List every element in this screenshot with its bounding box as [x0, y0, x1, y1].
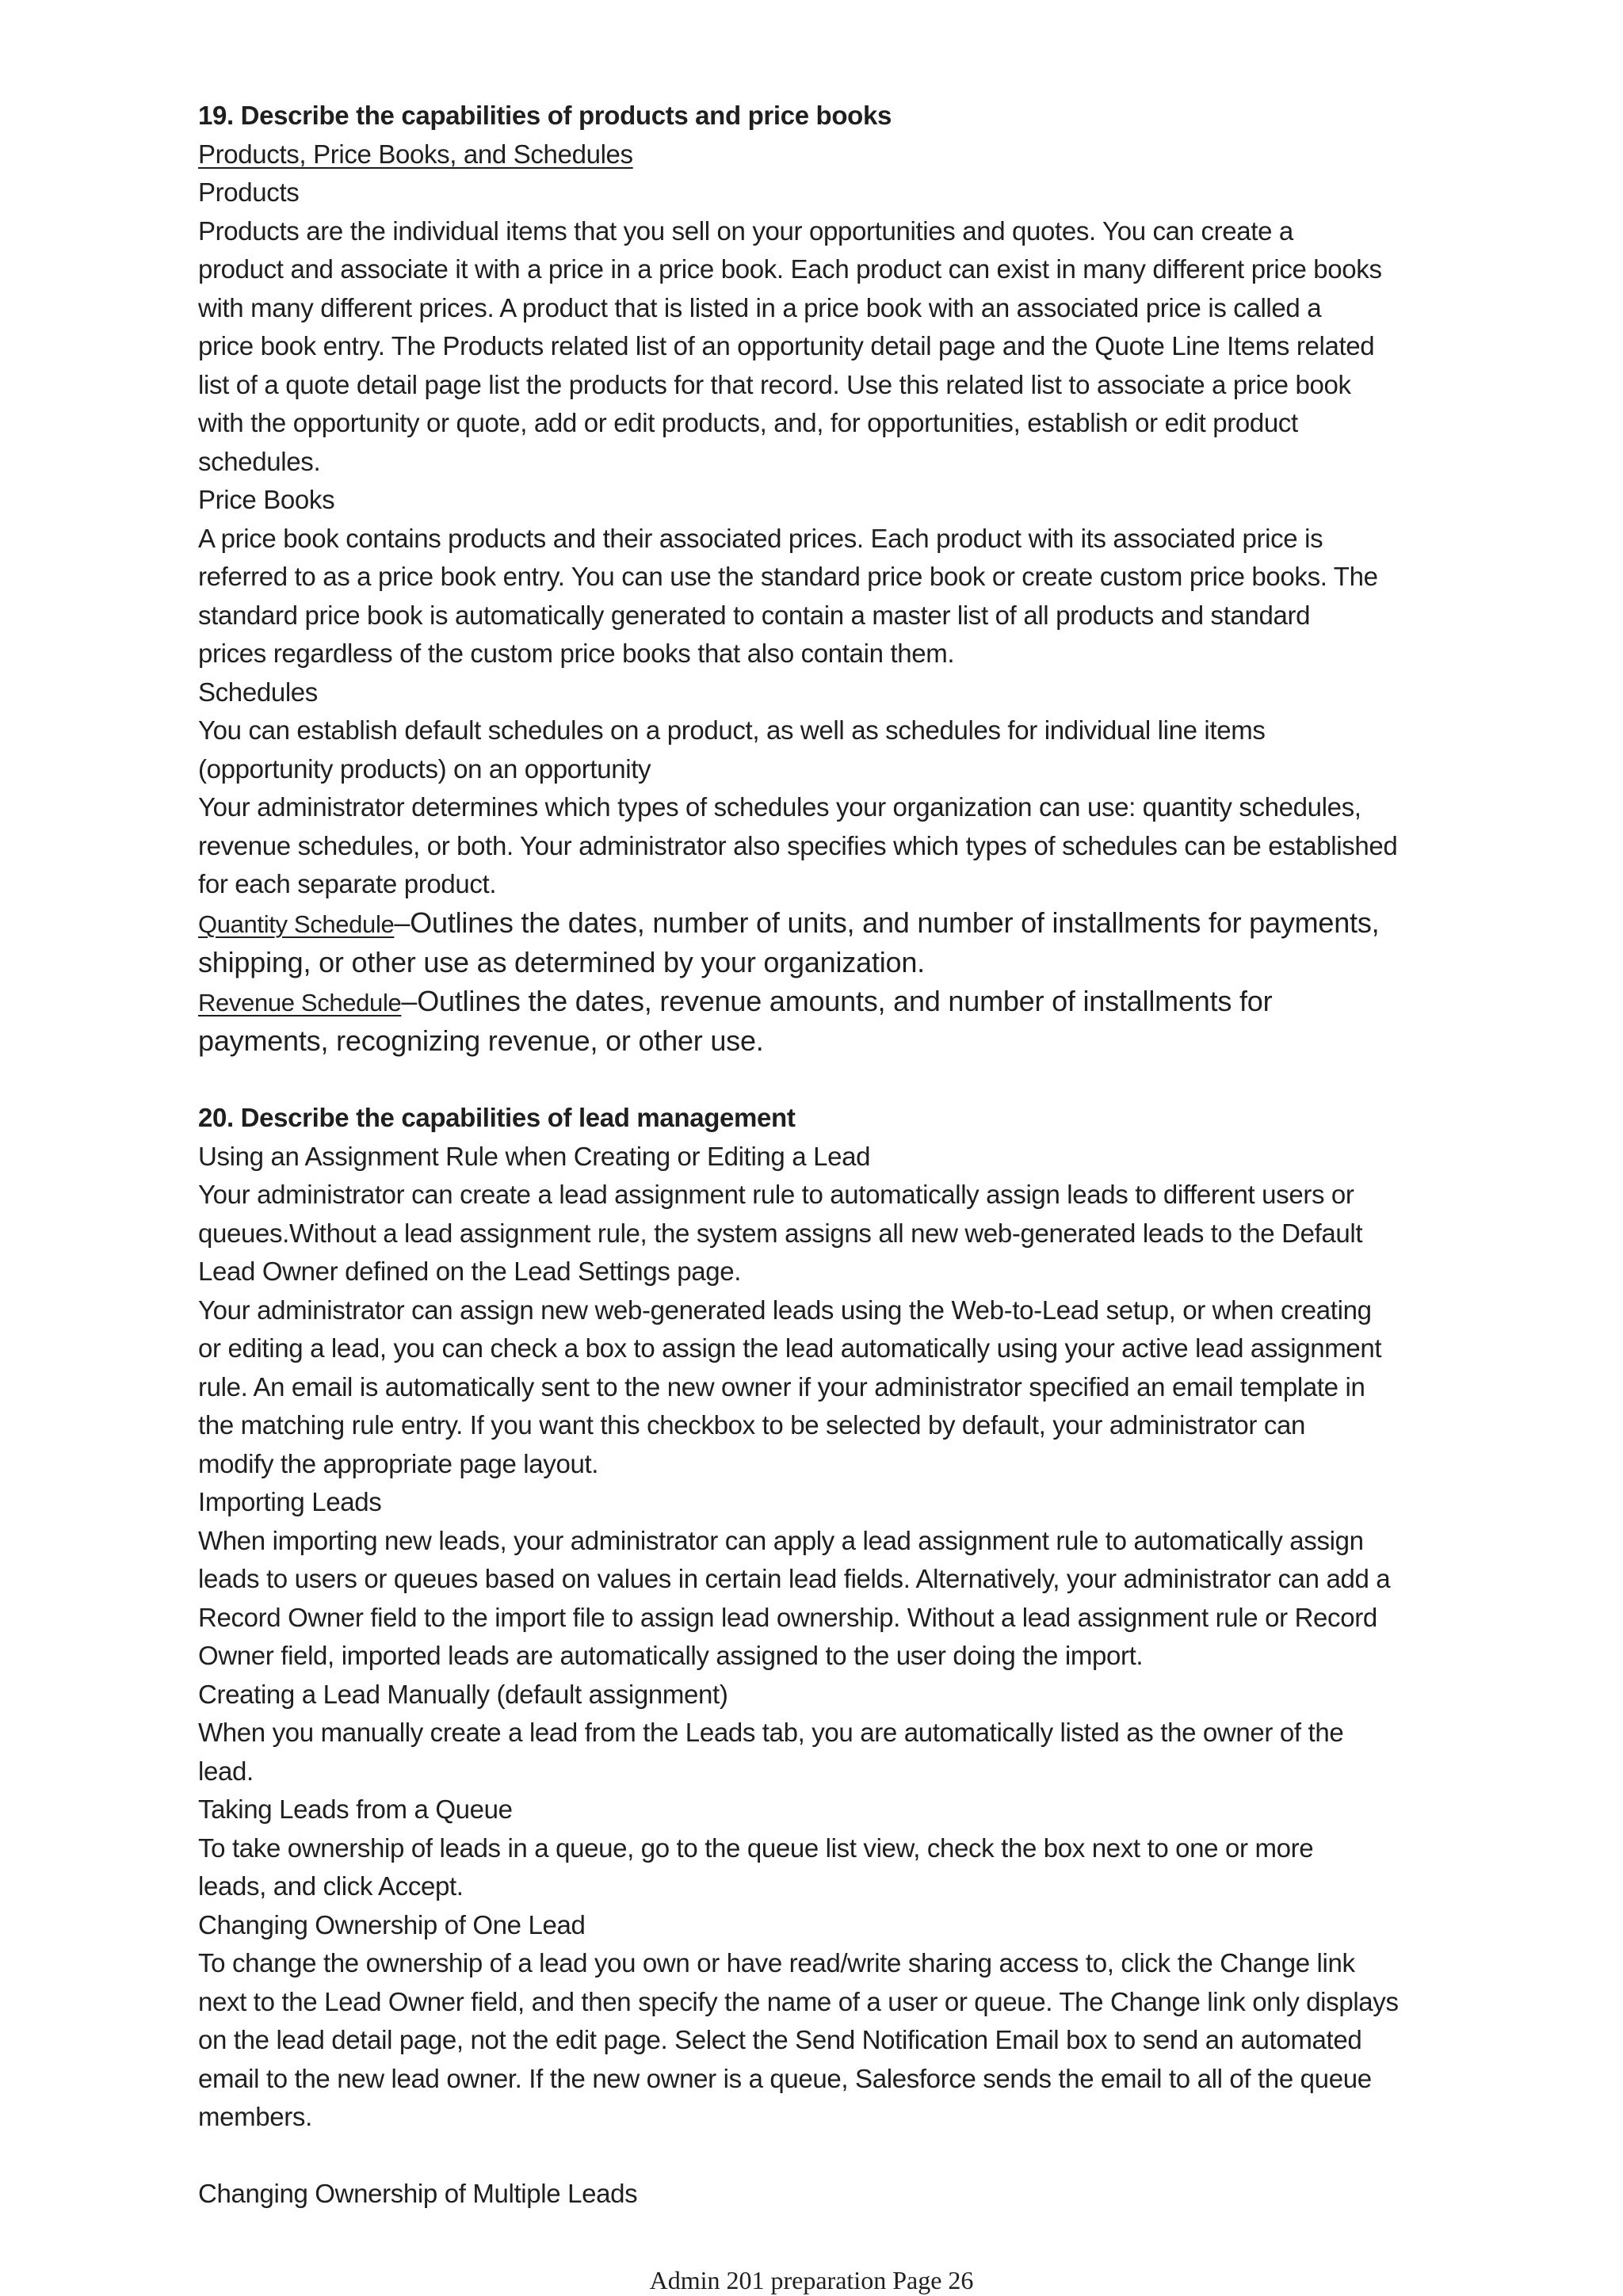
- paragraph-line: (opportunity products) on an opportunity: [198, 753, 651, 784]
- section-spacer: [198, 1061, 1450, 1100]
- quantity-schedule-link[interactable]: Quantity Schedule: [198, 910, 395, 938]
- schedules-subheading: Schedules: [198, 677, 318, 707]
- revenue-schedule-definition: [198, 982, 1450, 1061]
- paragraph-line: standard price book is automatically generated to contain a master list of all products and standard: [198, 600, 1311, 630]
- quantity-schedule-definition: [198, 904, 1450, 982]
- importing-leads-paragraph: [198, 1522, 1450, 1676]
- paragraph-line: email to the new lead owner. If the new owner is a queue, Salesforce sends the email to all of the queue: [198, 2063, 1372, 2093]
- paragraph-line: referred to as a price book entry. You can use the standard price book or create custom price books. The: [198, 562, 1378, 591]
- paragraph-line: on the lead detail page, not the edit page. Select the Send Notification Email box to send an automated: [198, 2025, 1362, 2054]
- quantity-schedule-text-cont: shipping, or other use as determined by your organization.: [198, 946, 925, 978]
- paragraph-line: When you manually create a lead from the Leads tab, you are automatically listed as the owner of the: [198, 1718, 1344, 1747]
- revenue-schedule-text-cont: payments, recognizing revenue, or other use.: [198, 1024, 764, 1057]
- paragraph-line: A price book contains products and their associated prices. Each product with its associated price is: [198, 523, 1323, 553]
- paragraph-line: Your administrator can assign new web-generated leads using the Web-to-Lead setup, or when creating: [198, 1295, 1372, 1325]
- paragraph-line: the matching rule entry. If you want this checkbox to be selected by default, your administrator can: [198, 1410, 1305, 1440]
- assignment-rule-paragraph: [198, 1176, 1450, 1291]
- paragraph-line: rule. An email is automatically sent to the new owner if your administrator specified an email template in: [198, 1371, 1365, 1402]
- manual-lead-paragraph: [198, 1714, 1450, 1791]
- importing-leads-subheading: Importing Leads: [198, 1487, 382, 1516]
- paragraph-line: To change the ownership of a lead you own or have read/write sharing access to, click the Change link: [198, 1948, 1355, 1978]
- web-to-lead-paragraph: [198, 1291, 1450, 1484]
- products-subheading: Products: [198, 177, 300, 207]
- quantity-schedule-text: –Outlines the dates, number of units, and number of installments for payments,: [394, 906, 1380, 939]
- manual-lead-subheading: Creating a Lead Manually (default assignment): [198, 1679, 728, 1709]
- paragraph-line: schedules.: [198, 446, 321, 476]
- paragraph-line: Your administrator determines which types of schedules your organization can use: quantity schedules,: [198, 792, 1361, 822]
- price-books-subheading: Price Books: [198, 485, 335, 514]
- paragraph-line: members.: [198, 2102, 312, 2131]
- paragraph-line: Lead Owner defined on the Lead Settings page.: [198, 1257, 742, 1286]
- paragraph-line: for each separate product.: [198, 869, 497, 898]
- section-spacer: [198, 2137, 1450, 2176]
- paragraph-line: You can establish default schedules on a product, as well as schedules for individual line items: [198, 715, 1266, 745]
- paragraph-line: lead.: [198, 1756, 254, 1786]
- price-books-paragraph: [198, 520, 1450, 673]
- paragraph-line: Products are the individual items that you sell on your opportunities and quotes. You can create a: [198, 215, 1293, 246]
- paragraph-line: with many different prices. A product that is listed in a price book with an associated price is called a: [198, 292, 1322, 322]
- paragraph-line: prices regardless of the custom price books that also contain them.: [198, 639, 955, 668]
- paragraph-line: queues.Without a lead assignment rule, the system assigns all new web-generated leads to the Default: [198, 1218, 1363, 1248]
- queue-leads-paragraph: [198, 1829, 1450, 1906]
- products-paragraph: [198, 212, 1450, 482]
- paragraph-line: Owner field, imported leads are automatically assigned to the user doing the import.: [198, 1641, 1144, 1670]
- paragraph-line: product and associate it with a price in a price book. Each product can exist in many different price books: [198, 254, 1382, 284]
- products-pricebooks-link[interactable]: Products, Price Books, and Schedules: [198, 139, 633, 169]
- paragraph-line: Your administrator can create a lead assignment rule to automatically assign leads to different users or: [198, 1180, 1354, 1209]
- paragraph-line: revenue schedules, or both. Your administrator also specifies which types of schedules can be established: [198, 830, 1398, 860]
- paragraph-line: To take ownership of leads in a queue, go to the queue list view, check the box next to one or more: [198, 1833, 1314, 1863]
- assignment-rule-subheading: Using an Assignment Rule when Creating or Editing a Lead: [198, 1141, 871, 1171]
- queue-leads-subheading: Taking Leads from a Queue: [198, 1794, 513, 1824]
- change-one-lead-paragraph: [198, 1944, 1450, 2137]
- paragraph-line: list of a quote detail page list the products for that record. Use this related list to associate a price book: [198, 369, 1351, 399]
- paragraph-line: or editing a lead, you can check a box to assign the lead automatically using your active lead assignment: [198, 1333, 1382, 1363]
- revenue-schedule-text: –Outlines the dates, revenue amounts, and number of installments for: [401, 984, 1273, 1017]
- section-20-heading: 20. Describe the capabilities of lead management: [198, 1103, 796, 1132]
- paragraph-line: Record Owner field to the import file to assign lead ownership. Without a lead assignment rule or Record: [198, 1602, 1377, 1632]
- section-19-heading: 19. Describe the capabilities of products and price books: [198, 101, 892, 130]
- paragraph-line: leads, and click Accept.: [198, 1871, 464, 1901]
- paragraph-line: modify the appropriate page layout.: [198, 1448, 599, 1478]
- change-multiple-leads-subheading: Changing Ownership of Multiple Leads: [198, 2179, 638, 2208]
- page-footer: Admin 201 preparation Page 26: [649, 2266, 974, 2294]
- paragraph-line: When importing new leads, your administrator can apply a lead assignment rule to automatically assign: [198, 1525, 1364, 1555]
- revenue-schedule-link[interactable]: Revenue Schedule: [198, 988, 402, 1016]
- paragraph-line: next to the Lead Owner field, and then specify the name of a user or queue. The Change link only displays: [198, 1986, 1399, 2016]
- paragraph-line: price book entry. The Products related list of an opportunity detail page and the Quote Line Items related: [198, 331, 1375, 360]
- change-one-lead-subheading: Changing Ownership of One Lead: [198, 1909, 586, 1939]
- paragraph-line: leads to users or queues based on values in certain lead fields. Alternatively, your administrator can add a: [198, 1564, 1391, 1593]
- schedules-paragraph: [198, 711, 1450, 788]
- paragraph-line: with the opportunity or quote, add or edit products, and, for opportunities, establish or edit product: [198, 408, 1298, 437]
- admin-schedules-paragraph: [198, 788, 1450, 904]
- page-content: [198, 97, 1450, 2214]
